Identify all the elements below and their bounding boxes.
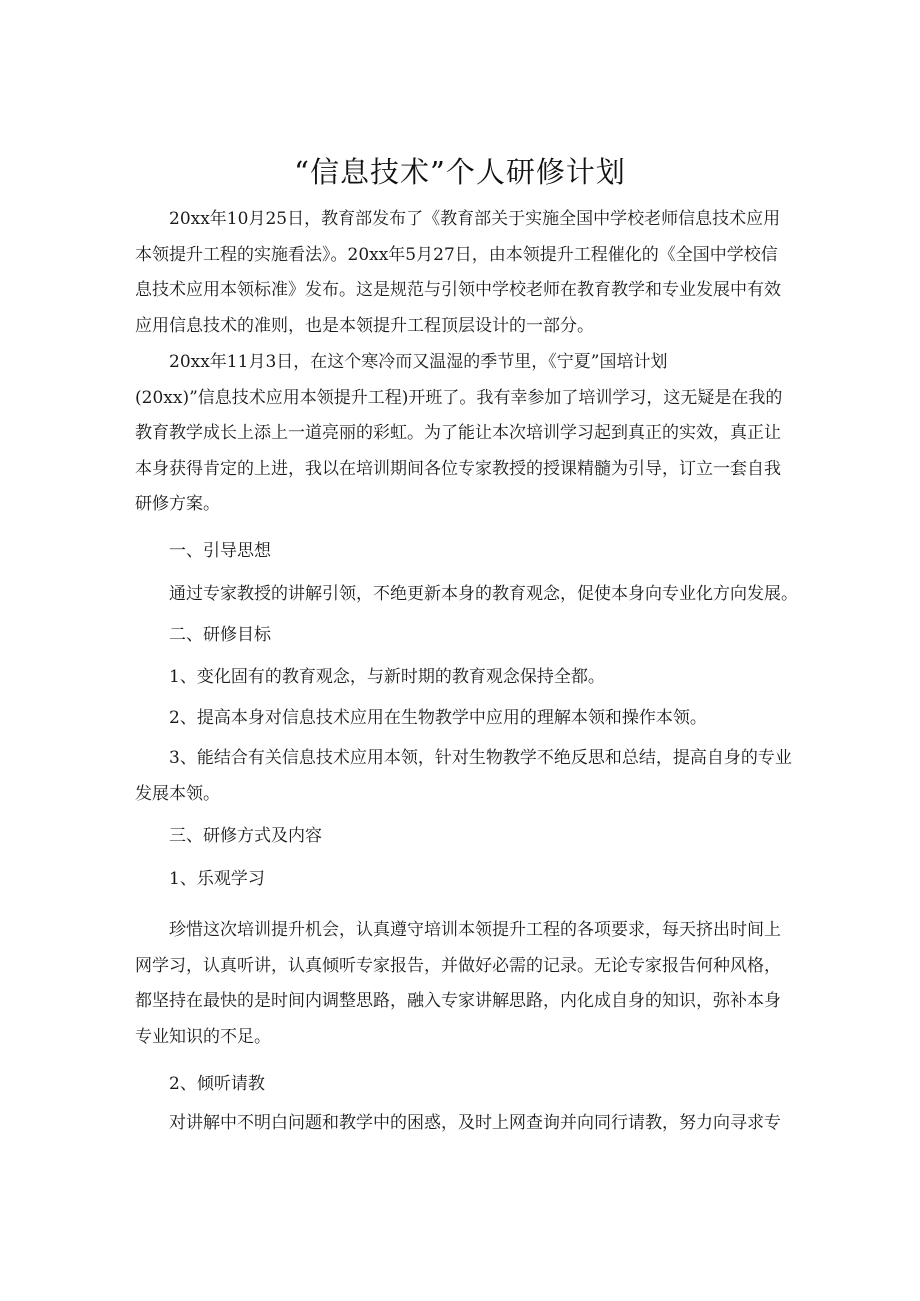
text-line: 本身获得肯定的上进，我以在培训期间各位专家教授的授课精髓为引导，订立一套自我 [135, 458, 781, 479]
goal-item-1: 1、变化固有的教育观念，与新时期的教育观念保持全都。 [169, 667, 605, 687]
method-text-1 [135, 913, 795, 1055]
text-line: 珍惜这次培训提升机会，认真遵守培训本领提升工程的各项要求，每天挤出时间上 [169, 920, 781, 940]
method-text-2: 对讲解中不明白问题和教学中的困惑，及时上网查询并向同行请教，努力向寻求专 [169, 1113, 781, 1133]
text-line: 本领提升工程的实施看法》。20xx年5月27日，由本领提升工程催化的《全国中学校信 [135, 244, 778, 265]
text-line: 20xx年11月3日，在这个寒冷而又温湿的季节里，《宁夏”国培计划 [169, 352, 668, 372]
goal-item-2: 2、提高本身对信息技术应用在生物教学中应用的理解本领和操作本领。 [169, 708, 707, 728]
text-line: 发展本领。 [135, 783, 220, 804]
text-line: 都坚持在最快的是时间内调整思路，融入专家讲解思路，内化成自身的知识，弥补本身 [135, 991, 781, 1011]
method-heading-1: 1、乐观学习 [169, 869, 265, 889]
section-heading-guiding-thought: 一、引导思想 [169, 541, 271, 561]
section-heading-methods: 三、研修方式及内容 [169, 826, 322, 846]
text-line: 息技术应用本领标准》发布。这是规范与引领中学校老师在教育教学和专业发展中有效 [135, 280, 781, 300]
paragraph-intro [135, 202, 795, 344]
section-text-guiding-thought: 通过专家教授的讲解引领，不绝更新本身的教育观念，促使本身向专业化方向发展。 [169, 584, 798, 604]
document-title: “信息技术”个人研修计划 [294, 155, 626, 189]
text-line: 专业知识的不足。 [135, 1026, 271, 1047]
text-line: 教育教学成长上添上一道亮丽的彩虹。为了能让本次培训学习起到真正的实效，真正让 [135, 423, 781, 443]
section-heading-goals: 二、研修目标 [169, 625, 271, 645]
paragraph-training [135, 345, 795, 523]
text-line: 3、能结合有关信息技术应用本领，针对生物教学不绝反思和总结，提高自身的专业 [169, 748, 792, 768]
goal-item-3 [135, 741, 795, 812]
text-line: 网学习，认真听讲，认真倾听专家报告，并做好必需的记录。无论专家报告何种风格， [135, 955, 781, 976]
method-heading-2: 2、倾听请教 [169, 1074, 265, 1094]
text-line: 应用信息技术的准则，也是本领提升工程顶层设计的一部分。 [135, 315, 594, 336]
text-line: (20xx)”信息技术应用本领提升工程)开班了。我有幸参加了培训学习，这无疑是在我的 [135, 387, 783, 408]
text-line: 20xx年10月25日，教育部发布了《教育部关于实施全国中学校老师信息技术应用 [169, 209, 781, 229]
text-line: 研修方案。 [135, 494, 220, 514]
